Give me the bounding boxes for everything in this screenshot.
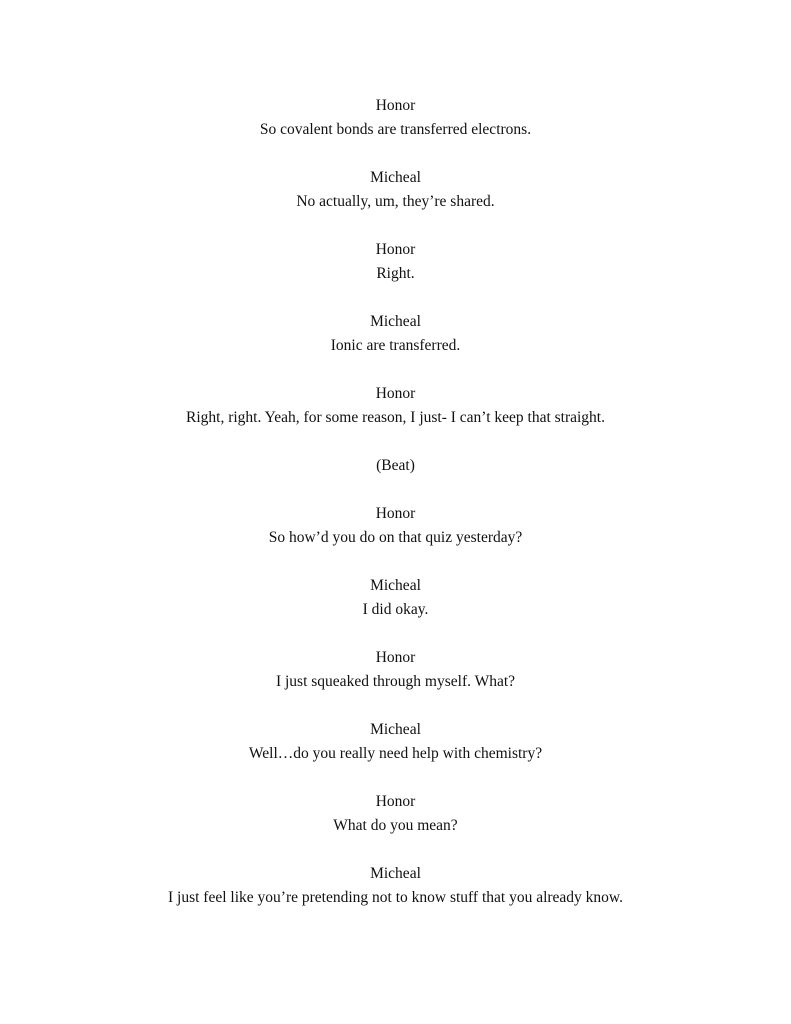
character-name: Micheal <box>370 721 421 738</box>
block-spacer <box>0 550 791 574</box>
character-name: Micheal <box>370 577 421 594</box>
character-name: Micheal <box>370 313 421 330</box>
block-spacer <box>0 694 791 718</box>
character-name: Honor <box>375 385 416 402</box>
character-name: Micheal <box>370 865 421 882</box>
dialogue-line: So covalent bonds are transferred electrons. <box>259 121 532 138</box>
dialogue-line: I just squeaked through myself. What? <box>275 673 516 690</box>
dialogue-block <box>0 574 791 622</box>
block-spacer <box>0 214 791 238</box>
dialogue-line: Well…do you really need help with chemistry? <box>248 745 543 762</box>
block-spacer <box>0 766 791 790</box>
dialogue-line: I just feel like you’re pretending not to know stuff that you already know. <box>168 889 623 906</box>
dialogue-block <box>0 166 791 214</box>
dialogue-block <box>0 718 791 766</box>
dialogue-block <box>0 382 791 430</box>
dialogue-block <box>0 862 791 910</box>
character-name: Honor <box>375 505 416 522</box>
dialogue-line: So how’d you do on that quiz yesterday? <box>268 529 523 546</box>
character-name: Honor <box>375 241 416 258</box>
dialogue-block <box>0 646 791 694</box>
dialogue-block <box>0 310 791 358</box>
block-spacer <box>0 478 791 502</box>
dialogue-line: No actually, um, they’re shared. <box>296 193 495 210</box>
block-spacer <box>0 430 791 454</box>
stage-direction: (Beat) <box>376 457 415 474</box>
dialogue-line: Right, right. Yeah, for some reason, I just- I can’t keep that straight. <box>186 409 605 426</box>
dialogue-block <box>0 790 791 838</box>
character-name: Honor <box>375 793 416 810</box>
stage-direction-block <box>0 454 791 478</box>
dialogue-line: I did okay. <box>362 601 429 618</box>
dialogue-block <box>0 502 791 550</box>
block-spacer <box>0 142 791 166</box>
dialogue-line: Right. <box>376 265 415 282</box>
dialogue-block <box>0 238 791 286</box>
dialogue-line: Ionic are transferred. <box>330 337 461 354</box>
block-spacer <box>0 358 791 382</box>
block-spacer <box>0 838 791 862</box>
character-name: Honor <box>375 97 416 114</box>
character-name: Honor <box>375 649 416 666</box>
dialogue-line: What do you mean? <box>333 817 458 834</box>
dialogue-block <box>0 94 791 142</box>
block-spacer <box>0 286 791 310</box>
script-page <box>0 94 791 910</box>
character-name: Micheal <box>370 169 421 186</box>
block-spacer <box>0 622 791 646</box>
